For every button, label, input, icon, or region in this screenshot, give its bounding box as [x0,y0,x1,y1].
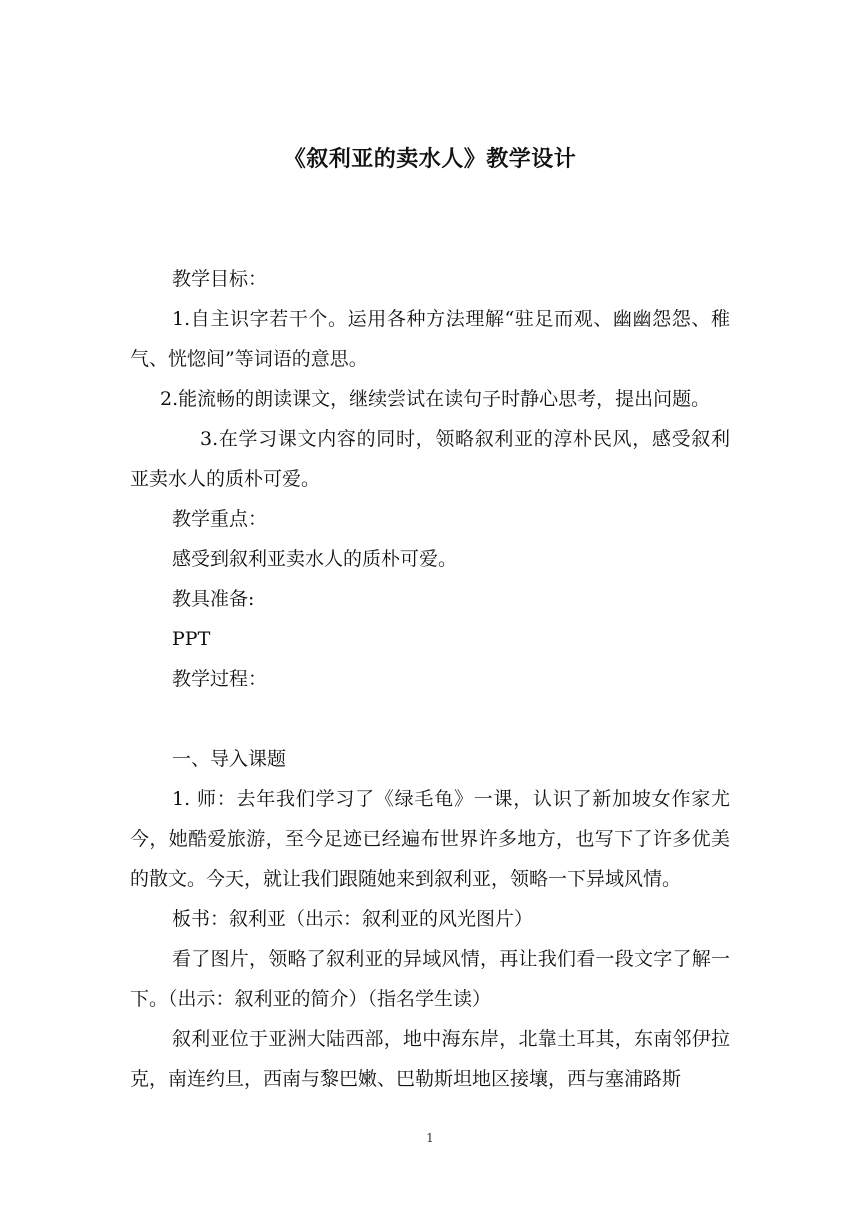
paragraph-key-point: 感受到叙利亚卖水人的质朴可爱。 [172,548,458,570]
paragraph-goal-1: 1.自主识字若干个。运用各种方法理解“驻足而观、幽幽怨怨、稚气、恍惚间”等词语的意思。 [130,308,730,370]
paragraph-section-1-heading: 一、导入课题 [172,748,287,770]
paragraph-blackboard: 板书：叙利亚（出示：叙利亚的风光图片） [172,908,534,930]
paragraph-syria-profile: 叙利亚位于亚洲大陆西部，地中海东岸，北靠土耳其，东南邻伊拉克，南连约旦，西南与黎巴嫩、巴勒斯坦地区接壤，西与塞浦路斯 [130,1028,730,1090]
document-title: 《叙利亚的卖水人》教学设计 [283,146,577,172]
page-number: 1 [426,1131,434,1145]
paragraph-key-points-heading: 教学重点： [172,508,268,530]
paragraph-process-heading: 教学过程： [172,668,268,690]
document-body [130,259,730,1099]
blank-line [130,699,730,739]
paragraph-materials-heading: 教具准备: [172,588,255,610]
paragraph-materials: PPT [172,628,211,650]
paragraph-text-intro: 看了图片，领略了叙利亚的异域风情，再让我们看一段文字了解一下。（出示：叙利亚的简介）（指名学生读） [130,948,730,1010]
paragraph-teaching-goals-heading: 教学目标： [172,268,268,290]
paragraph-intro: 1. 师：去年我们学习了《绿毛龟》一课，认识了新加坡女作家尤今，她酷爱旅游，至今足迹已经遍布世界许多地方，也写下了许多优美的散文。今天，就让我们跟随她来到叙利亚，领略一下异域风情。 [130,788,730,890]
paragraph-goal-3: 3.在学习课文内容的同时，领略叙利亚的淳朴民风，感受叙利亚卖水人的质朴可爱。 [130,428,730,490]
paragraph-goal-2: 2.能流畅的朗读课文，继续尝试在读句子时静心思考，提出问题。 [160,388,711,410]
